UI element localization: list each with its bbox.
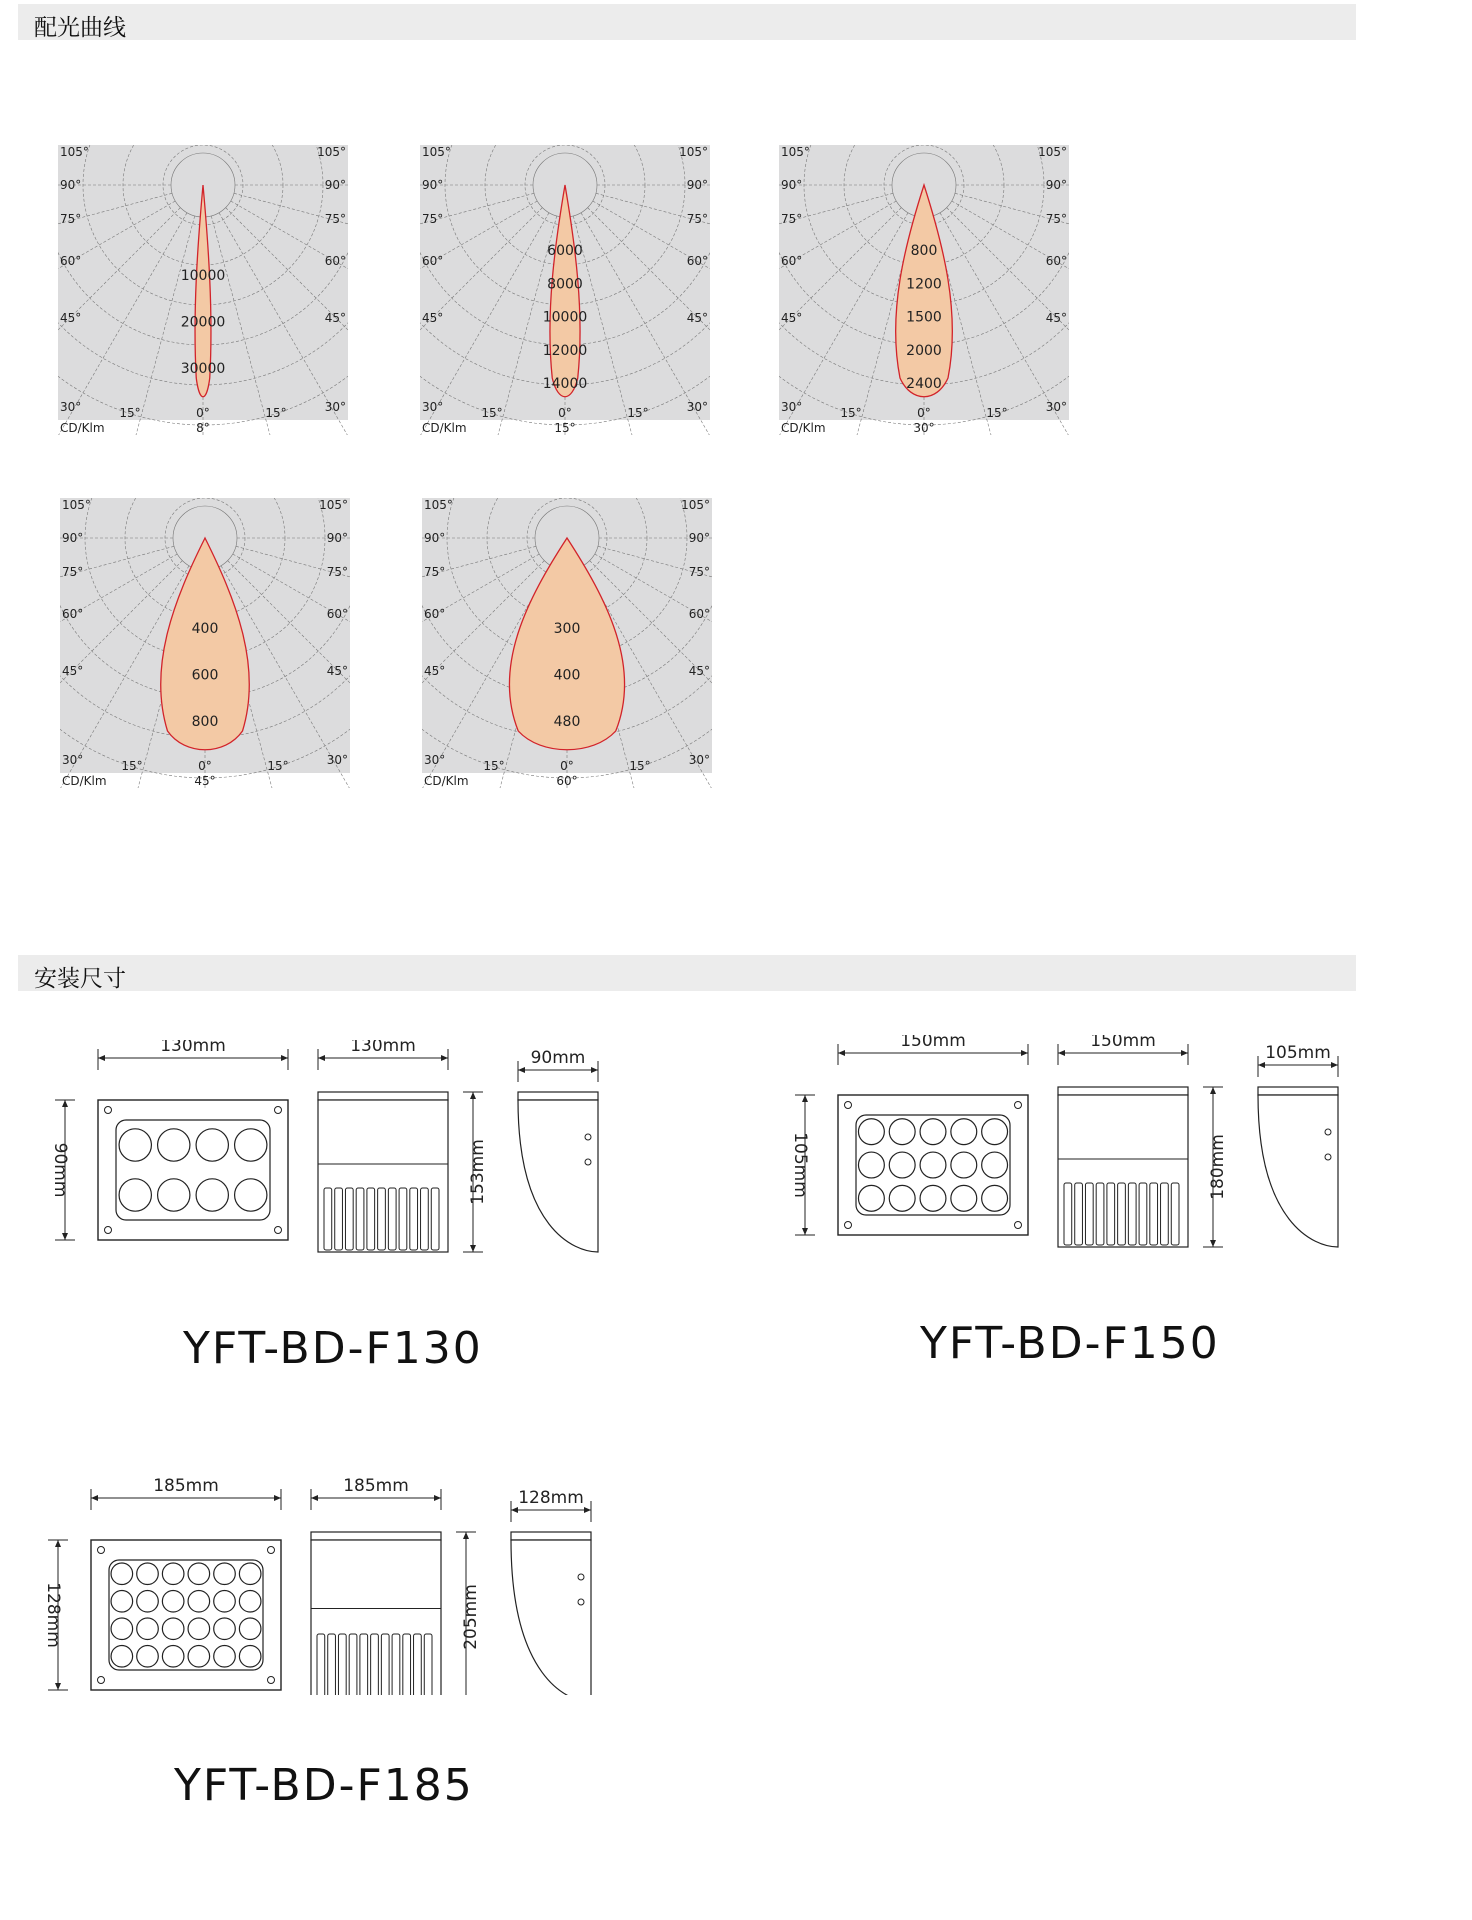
product-drawing-f130 [40, 1040, 640, 1260]
top-plate [318, 1092, 448, 1100]
angle-label: 90° [781, 178, 803, 192]
intensity-label: 14000 [542, 376, 588, 392]
intensity-label: 800 [910, 243, 938, 259]
angle-label: 0° [917, 406, 931, 420]
dimension-label: 105mm [790, 1132, 810, 1198]
led-lens [858, 1185, 884, 1211]
section-header-light-distribution [18, 4, 1356, 40]
heat-fin [371, 1634, 379, 1695]
led-lens [111, 1590, 133, 1612]
angle-label: 30° [62, 753, 84, 767]
angle-label: 15° [121, 759, 143, 773]
led-lens [235, 1129, 267, 1161]
angle-label: 105° [319, 498, 348, 512]
section-title: 安装尺寸 [34, 965, 126, 991]
angle-label: 90° [422, 178, 444, 192]
product-drawing-f185 [33, 1465, 653, 1695]
angle-label: 15° [629, 759, 651, 773]
dimension-label: 90mm [50, 1142, 70, 1198]
heat-fin [1171, 1183, 1179, 1245]
led-lens [214, 1563, 236, 1585]
angle-label: 15° [986, 406, 1008, 420]
led-lens [214, 1645, 236, 1667]
angle-label: 105° [424, 498, 453, 512]
angle-label: 90° [424, 531, 446, 545]
led-lens [214, 1618, 236, 1640]
angle-label: 0° [560, 759, 574, 773]
beam-angle-label: 60° [556, 774, 578, 788]
unit-label: CD/Klm [422, 421, 467, 435]
angle-label: 15° [265, 406, 287, 420]
intensity-label: 6000 [547, 243, 583, 259]
intensity-label: 10000 [180, 268, 226, 284]
angle-label: 30° [422, 400, 444, 414]
drawing-svg [33, 1465, 653, 1695]
led-lens [889, 1119, 915, 1145]
intensity-label: 300 [553, 621, 581, 637]
led-lens [162, 1645, 184, 1667]
heat-fin [1107, 1183, 1115, 1245]
angle-label: 105° [422, 145, 451, 159]
led-lens [137, 1590, 159, 1612]
angle-label: 30° [326, 753, 348, 767]
dimension-label: 105mm [1265, 1043, 1331, 1063]
heat-fin [356, 1188, 364, 1250]
heat-fin [431, 1188, 439, 1250]
angle-label: 45° [62, 664, 84, 678]
angle-label: 45° [688, 664, 710, 678]
intensity-label: 480 [553, 714, 581, 730]
led-lens [858, 1152, 884, 1178]
heat-fin [1128, 1183, 1136, 1245]
heat-fin [335, 1188, 343, 1250]
angle-label: 60° [781, 254, 803, 268]
angle-label: 60° [62, 607, 84, 621]
angle-label: 60° [424, 607, 446, 621]
dimension-label: 153mm [468, 1139, 488, 1205]
polar-chart-45 [60, 498, 350, 788]
led-lens [920, 1119, 946, 1145]
angle-label: 60° [60, 254, 82, 268]
led-lens [889, 1185, 915, 1211]
unit-label: CD/Klm [424, 774, 469, 788]
heat-fin [1085, 1183, 1093, 1245]
polar-chart-60 [422, 498, 712, 788]
angle-label: 90° [686, 178, 708, 192]
led-lens [858, 1119, 884, 1145]
angle-label: 90° [688, 531, 710, 545]
led-lens [239, 1618, 261, 1640]
drawing-svg [780, 1035, 1380, 1255]
angle-label: 60° [686, 254, 708, 268]
led-lens [239, 1563, 261, 1585]
heat-fin [388, 1188, 396, 1250]
polar-svg [60, 498, 350, 788]
angle-label: 0° [196, 406, 210, 420]
led-lens [239, 1645, 261, 1667]
angle-label: 105° [679, 145, 708, 159]
heat-fin [1161, 1183, 1169, 1245]
polar-svg [779, 145, 1069, 435]
profile-top [1258, 1087, 1338, 1095]
polar-chart-15 [420, 145, 710, 435]
angle-label: 15° [627, 406, 649, 420]
led-lens [920, 1185, 946, 1211]
angle-label: 90° [326, 531, 348, 545]
dimension-label: 128mm [43, 1582, 63, 1648]
angle-label: 0° [198, 759, 212, 773]
angle-label: 15° [481, 406, 503, 420]
profile-top [511, 1532, 591, 1540]
angle-label: 75° [324, 212, 346, 226]
heat-fin [381, 1634, 389, 1695]
unit-label: CD/Klm [62, 774, 107, 788]
heat-fin [414, 1634, 422, 1695]
profile-shell [1258, 1095, 1338, 1247]
angle-label: 75° [62, 565, 84, 579]
led-lens [239, 1590, 261, 1612]
led-lens [111, 1618, 133, 1640]
heat-fin [345, 1188, 353, 1250]
profile-shell [518, 1100, 598, 1252]
heat-fin [328, 1634, 336, 1695]
angle-label: 45° [424, 664, 446, 678]
dimension-label: 130mm [160, 1040, 226, 1056]
angle-label: 30° [688, 753, 710, 767]
angle-label: 15° [267, 759, 289, 773]
angle-label: 105° [681, 498, 710, 512]
angle-label: 60° [422, 254, 444, 268]
heat-fin [392, 1634, 400, 1695]
polar-chart-8 [58, 145, 348, 435]
unit-label: CD/Klm [781, 421, 826, 435]
heat-fin [324, 1188, 332, 1250]
dimension-label: 128mm [518, 1488, 584, 1508]
angle-label: 105° [1038, 145, 1067, 159]
led-lens [137, 1618, 159, 1640]
profile-shell [511, 1540, 591, 1695]
angle-label: 0° [558, 406, 572, 420]
angle-label: 105° [317, 145, 346, 159]
angle-label: 105° [62, 498, 91, 512]
angle-label: 30° [424, 753, 446, 767]
angle-label: 90° [62, 531, 84, 545]
led-lens [214, 1590, 236, 1612]
angle-label: 60° [324, 254, 346, 268]
angle-label: 75° [1045, 212, 1067, 226]
beam-angle-label: 45° [194, 774, 216, 788]
angle-label: 45° [781, 311, 803, 325]
heat-fin [399, 1188, 407, 1250]
angle-label: 45° [60, 311, 82, 325]
angle-label: 15° [840, 406, 862, 420]
heat-fin [421, 1188, 429, 1250]
angle-label: 60° [1045, 254, 1067, 268]
angle-label: 30° [686, 400, 708, 414]
angle-label: 30° [1045, 400, 1067, 414]
angle-label: 30° [781, 400, 803, 414]
led-lens [158, 1129, 190, 1161]
led-lens [111, 1645, 133, 1667]
angle-label: 45° [686, 311, 708, 325]
led-lens [119, 1129, 151, 1161]
angle-label: 105° [781, 145, 810, 159]
heat-fin [1118, 1183, 1126, 1245]
intensity-label: 1200 [906, 276, 942, 293]
angle-label: 75° [424, 565, 446, 579]
angle-label: 75° [686, 212, 708, 226]
heat-fin [1150, 1183, 1158, 1245]
led-lens [137, 1645, 159, 1667]
heat-fin [1064, 1183, 1072, 1245]
heat-fin [317, 1634, 325, 1695]
top-plate [1058, 1087, 1188, 1095]
led-lens [982, 1185, 1008, 1211]
angle-label: 105° [60, 145, 89, 159]
led-lens [111, 1563, 133, 1585]
model-name: YFT-BD-F185 [174, 1760, 474, 1811]
unit-label: CD/Klm [60, 421, 105, 435]
angle-label: 60° [688, 607, 710, 621]
beam-angle-label: 8° [196, 421, 210, 435]
angle-label: 45° [422, 311, 444, 325]
led-lens [889, 1152, 915, 1178]
angle-label: 15° [483, 759, 505, 773]
led-lens [137, 1563, 159, 1585]
angle-label: 75° [781, 212, 803, 226]
angle-label: 30° [324, 400, 346, 414]
intensity-label: 12000 [542, 342, 588, 359]
product-drawing-f150 [780, 1035, 1380, 1255]
dimension-label: 185mm [343, 1476, 409, 1496]
profile-top [518, 1092, 598, 1100]
heat-fin [1096, 1183, 1104, 1245]
led-lens [188, 1645, 210, 1667]
intensity-label: 600 [191, 667, 219, 684]
section-title: 配光曲线 [34, 14, 126, 40]
beam-angle-label: 30° [913, 421, 935, 435]
angle-label: 45° [326, 664, 348, 678]
intensity-label: 30000 [180, 361, 226, 377]
angle-label: 30° [60, 400, 82, 414]
led-lens [158, 1179, 190, 1211]
angle-label: 90° [1045, 178, 1067, 192]
led-lens [196, 1129, 228, 1161]
angle-label: 45° [1045, 311, 1067, 325]
dimension-label: 205mm [461, 1584, 481, 1650]
model-name: YFT-BD-F130 [183, 1323, 483, 1374]
intensity-label: 2000 [906, 342, 942, 359]
led-lens [951, 1119, 977, 1145]
led-lens [951, 1185, 977, 1211]
heat-fin [1075, 1183, 1083, 1245]
intensity-label: 10000 [542, 309, 588, 326]
led-lens [920, 1152, 946, 1178]
polar-svg [420, 145, 710, 435]
section-header-installation-size [18, 955, 1356, 991]
intensity-label: 1500 [906, 309, 942, 326]
dimension-label: 180mm [1208, 1134, 1228, 1200]
angle-label: 75° [60, 212, 82, 226]
angle-label: 90° [60, 178, 82, 192]
heat-fin [378, 1188, 386, 1250]
angle-label: 90° [324, 178, 346, 192]
led-lens [951, 1152, 977, 1178]
model-name: YFT-BD-F150 [920, 1318, 1220, 1369]
intensity-label: 400 [191, 621, 219, 637]
intensity-label: 20000 [180, 314, 226, 331]
led-lens [188, 1590, 210, 1612]
heat-fin [349, 1634, 357, 1695]
heat-fin [410, 1188, 418, 1250]
angle-label: 75° [326, 565, 348, 579]
dimension-label: 150mm [1090, 1035, 1156, 1051]
led-lens [119, 1179, 151, 1211]
dimension-label: 150mm [900, 1035, 966, 1051]
heat-fin [338, 1634, 346, 1695]
led-lens [162, 1563, 184, 1585]
polar-svg [58, 145, 348, 435]
heat-fin [403, 1634, 411, 1695]
intensity-label: 8000 [547, 276, 583, 293]
dimension-label: 185mm [153, 1476, 219, 1496]
led-lens [982, 1152, 1008, 1178]
top-plate [311, 1532, 441, 1540]
led-lens [235, 1179, 267, 1211]
intensity-label: 400 [553, 667, 581, 684]
polar-svg [422, 498, 712, 788]
heat-fin [367, 1188, 375, 1250]
angle-label: 15° [119, 406, 141, 420]
led-lens [188, 1563, 210, 1585]
beam-angle-label: 15° [554, 421, 576, 435]
drawing-svg [40, 1040, 640, 1260]
angle-label: 75° [422, 212, 444, 226]
heat-fin [424, 1634, 432, 1695]
intensity-label: 2400 [906, 376, 942, 392]
dimension-label: 130mm [350, 1040, 416, 1056]
led-lens [162, 1590, 184, 1612]
intensity-label: 800 [191, 714, 219, 730]
polar-chart-30 [779, 145, 1069, 435]
heat-fin [360, 1634, 368, 1695]
dimension-label: 90mm [530, 1048, 586, 1068]
angle-label: 60° [326, 607, 348, 621]
angle-label: 45° [324, 311, 346, 325]
led-lens [982, 1119, 1008, 1145]
led-lens [162, 1618, 184, 1640]
led-lens [196, 1179, 228, 1211]
angle-label: 75° [688, 565, 710, 579]
led-lens [188, 1618, 210, 1640]
heat-fin [1139, 1183, 1147, 1245]
